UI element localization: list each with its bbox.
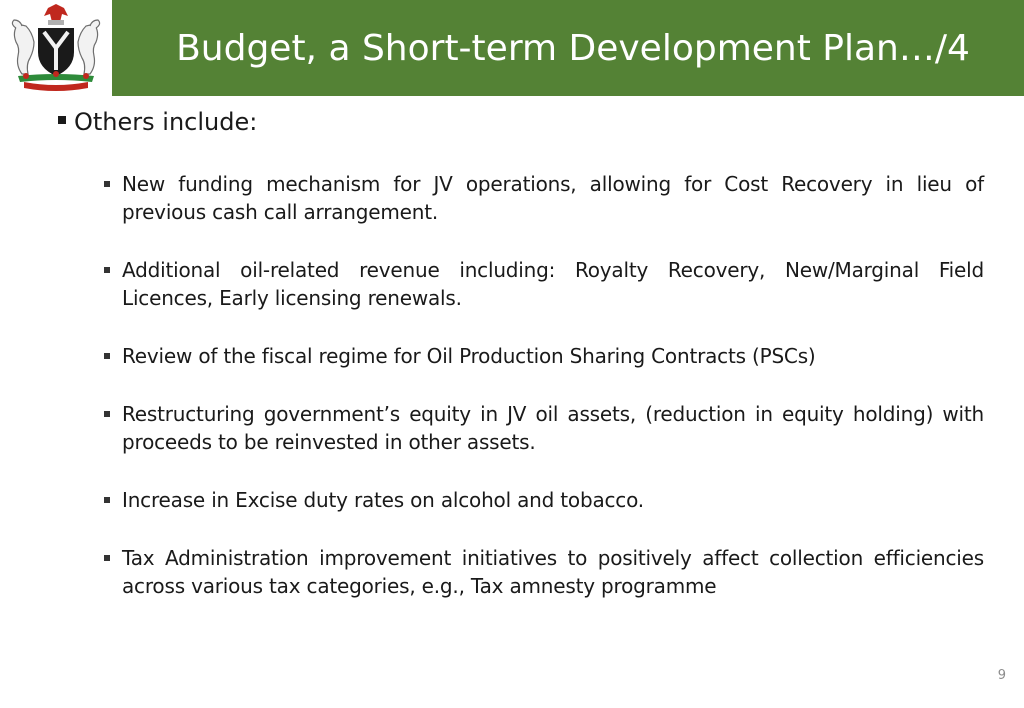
bullet-list xyxy=(104,170,984,600)
square-bullet-icon xyxy=(104,411,110,417)
page-number: 9 xyxy=(997,668,1006,683)
list-item xyxy=(104,544,984,600)
list-item-text: Restructuring government’s equity in JV oil assets, (reduction in equity holding) with proceeds to be reinvested in other assets. xyxy=(122,402,984,454)
slide-title: Budget, a Short-term Development Plan…/4 xyxy=(176,27,970,69)
coat-of-arms-logo xyxy=(0,0,112,96)
square-bullet-icon xyxy=(58,116,66,124)
square-bullet-icon xyxy=(104,555,110,561)
list-item-text: Additional oil-related revenue including: Royalty Recovery, New/Marginal Field Licences, Early licensing renewals. xyxy=(122,258,984,310)
square-bullet-icon xyxy=(104,267,110,273)
list-item xyxy=(104,342,984,370)
square-bullet-icon xyxy=(104,353,110,359)
list-item xyxy=(104,400,984,456)
list-item xyxy=(104,170,984,226)
title-bar xyxy=(112,0,1024,96)
square-bullet-icon xyxy=(104,181,110,187)
list-item-text: New funding mechanism for JV operations, allowing for Cost Recovery in lieu of previous cash call arrangement. xyxy=(122,172,984,224)
lead-bullet-item xyxy=(58,106,257,138)
lead-text: Others include: xyxy=(74,108,258,136)
list-item-text: Review of the fiscal regime for Oil Production Sharing Contracts (PSCs) xyxy=(122,344,816,368)
list-item xyxy=(104,486,984,514)
list-item-text: Tax Administration improvement initiatives to positively affect collection efficiencies across various tax categories, e.g., Tax amnesty programme xyxy=(122,546,984,598)
coat-of-arms-icon xyxy=(4,2,108,94)
list-item xyxy=(104,256,984,312)
square-bullet-icon xyxy=(104,497,110,503)
list-item-text: Increase in Excise duty rates on alcohol and tobacco. xyxy=(122,488,644,512)
